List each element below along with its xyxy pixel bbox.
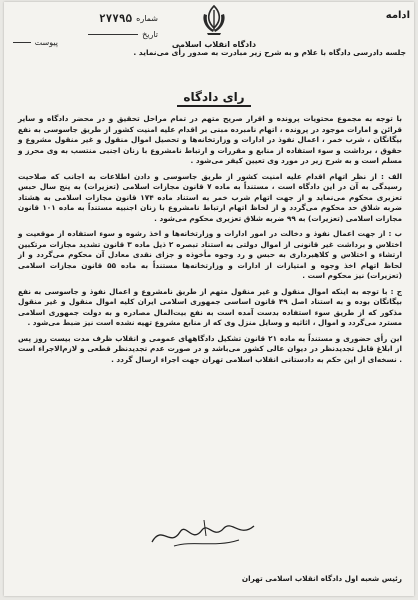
ruling-paragraph: با توجه به مجموع محتویات پرونده و اقرار صریح متهم در تمام مراحل تحقیق و در محضر دادگاه و سایر قرائن و امارات موجود در پرونده ، اتهام نامبرده مبنی بر اقدام علیه امنیت کشور از طریق جاسوسی به نفع بیگانگان ، شرب خمر ، اعمال نفوذ در ادارات و وزارتخانه‌ها و تحصیل اموال منقول و غیر منقول مشروع و حقوق ، برداشت و سوء استفاده از منابع و مقررات و ارتباط نامشروع با زنان اجنبی منتسب به وی محرز و مسلم است و به شرح زیر در مورد وی تعیین کیفر می‌شود .	[18, 114, 402, 165]
date-field	[88, 30, 158, 39]
attachment-blank	[13, 42, 31, 43]
court-emblem-icon	[199, 4, 229, 38]
number-value: ۲۷۷۹۵	[99, 12, 133, 25]
date-blank	[88, 34, 138, 35]
handwritten-signature	[144, 514, 264, 554]
ruling-body	[18, 114, 402, 370]
signature-caption: رئیس شعبه اول دادگاه انقلاب اسلامی تهران	[241, 574, 402, 583]
number-field	[99, 12, 158, 25]
date-label: تاریخ	[142, 30, 158, 39]
ruling-paragraph: ج : با توجه به اینکه اموال منقول و غیر منقول متهم از طریق نامشروع و اعمال نفوذ و جاسوسی به نفع بیگانگان بوده و به استناد اصل ۴۹ قانون اساسی جمهوری اسلامی ایران کلیه اموال منقول و غیر منقول مذکور که از طریق سوء استفاده بدست آمده است به نفع بیت‌المال مصادره و به دولت جمهوری اسلامی مسترد می‌گردد و اموال ، اثاثیه و وسایل منزل وی که از منابع مشروع تهیه نشده است نیز ضبط می‌شود .	[18, 286, 402, 327]
attachment-field	[13, 38, 58, 47]
document-number-block	[8, 8, 158, 48]
court-name: دادگاه انقلاب اسلامی	[171, 40, 257, 49]
ruling-paragraph: الف : از نظر اتهام اقدام علیه امنیت کشور از طریق جاسوسی و دادن اطلاعات به اجانب که صلاحیت رسیدگی به آن در این دادگاه است ، مستنداً به ماده ۷ قانون مجازات اسلامی (تعزیرات) به پنج سال حبس تعزیری محکوم می‌نماید و از جهت اتهام شرب خمر به استناد ماده ۱۷۴ قانون مجازات اسلامی به هشتاد ضربه شلاق حد محکوم می‌گردد و از لحاظ اتهام ارتباط نامشروع با زنان اجنبیه مستنداً به ماده ۱۰۱ قانون مجازات اسلامی (تعزیرات) به ۹۹ ضربه شلاق تعزیری محکوم می‌شود .	[18, 171, 402, 223]
number-label: شماره	[136, 14, 158, 23]
document-page	[4, 2, 414, 596]
session-intro: جلسه دادرسی دادگاه با علام و به شرح زیر مبادرت به صدور رأی می‌نماید .	[133, 48, 406, 57]
continuation-label: ادامه	[385, 10, 410, 21]
attachment-label: پیوست	[34, 38, 58, 47]
ruling-title-text: رای دادگاه	[177, 90, 250, 107]
ruling-title	[154, 90, 274, 104]
ruling-paragraph: ب : از جهت اعمال نفوذ و دخالت در امور ادارات و وزارتخانه‌ها و اخذ رشوه و سوء استفاده از موقعیت و اختلاس و برداشت غیر قانونی از اموال دولتی به استناد تبصره ۲ ذیل ماده ۳ قانون تشدید مجازات مرتکبین ارتشاء و اختلاس و کلاهبرداری به حبس و رد وجوه مأخوذه و جزای نقدی معادل آن محکوم می‌گردد و از لحاظ اتهام اخذ وجوه و امتیازات از ادارات و وزارتخانه‌ها مستنداً به ماده ۵۵ قانون مجازات اسلامی (تعزیرات) نیز محکوم است .	[18, 229, 403, 280]
ruling-paragraph: این رأی حضوری و مستنداً به ماده ۲۱ قانون تشکیل دادگاههای عمومی و انقلاب ظرف مدت بیست روز پس از ابلاغ قابل تجدیدنظر در دیوان عالی کشور می‌باشد و در صورت عدم تجدیدنظر قطعی و لازم‌الاجراء است . نسخه‌ای از این حکم به دادستانی انقلاب اسلامی تهران جهت اجراء ارسال گردد .	[18, 333, 402, 364]
